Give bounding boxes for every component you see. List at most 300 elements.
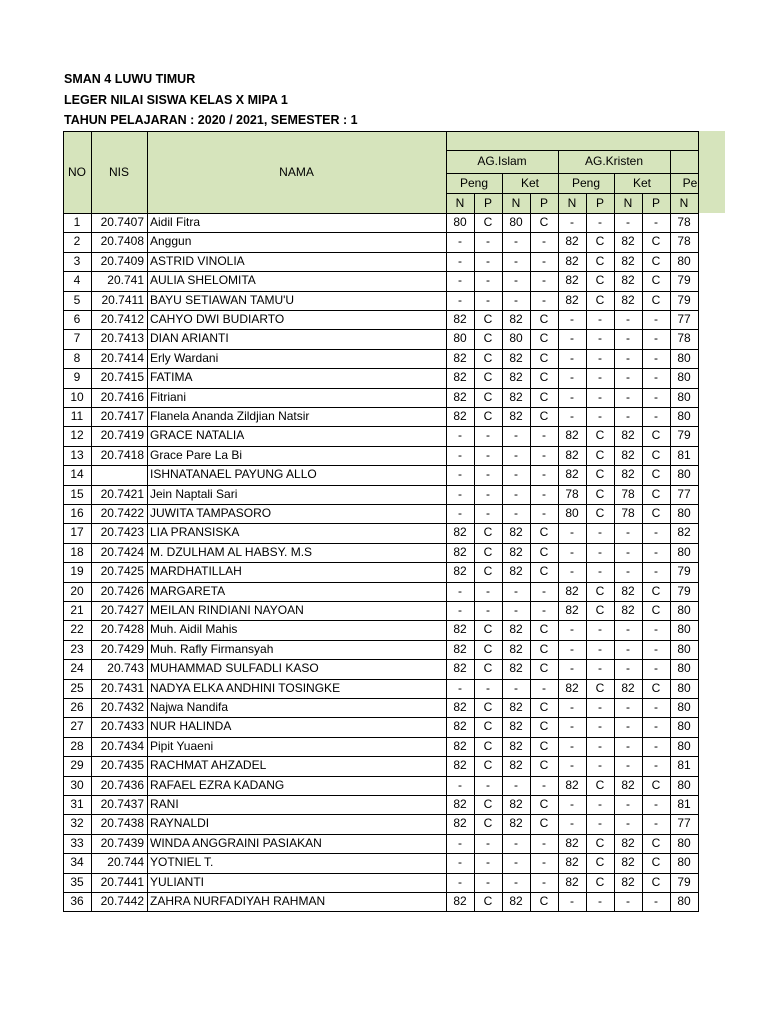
table-cell: C: [595, 680, 605, 695]
row-number: 25: [70, 680, 84, 695]
table-cell: 82: [565, 292, 579, 307]
table-cell: -: [542, 777, 546, 792]
row-number: 31: [70, 797, 84, 811]
table-cell: C: [651, 292, 661, 307]
student-name: RACHMAT AHZADEL: [150, 758, 267, 773]
table-cell: C: [651, 506, 661, 520]
table-cell: -: [514, 273, 518, 288]
table-cell: -: [626, 894, 630, 908]
grid-line: [63, 737, 699, 738]
table-cell: 82: [621, 467, 635, 482]
table-cell: 81: [677, 758, 691, 773]
table-cell: -: [458, 855, 462, 870]
table-cell: C: [483, 700, 493, 714]
table-cell: C: [483, 215, 493, 229]
row-number: 32: [70, 816, 84, 831]
table-cell: 79: [677, 428, 691, 443]
table-cell: 80: [677, 350, 691, 365]
header-peng: Peng: [571, 176, 601, 190]
row-number: 26: [70, 700, 84, 714]
table-cell: C: [483, 816, 493, 831]
table-cell: 80: [677, 855, 691, 870]
header-no: NO: [68, 165, 86, 179]
row-number: 15: [70, 486, 84, 501]
table-cell: -: [598, 389, 602, 404]
table-cell: C: [651, 603, 661, 617]
table-cell: -: [654, 816, 658, 831]
table-cell: 82: [565, 583, 579, 598]
table-cell: -: [542, 506, 546, 520]
row-number: 7: [73, 331, 81, 346]
table-cell: -: [570, 389, 574, 404]
student-name: ASTRID VINOLIA: [150, 253, 245, 268]
table-cell: 82: [509, 544, 523, 559]
table-cell: 82: [565, 777, 579, 792]
student-nis: 20.7414: [100, 350, 144, 365]
table-cell: 82: [565, 234, 579, 249]
student-name: AULIA SHELOMITA: [150, 273, 256, 288]
grid-line: [63, 717, 699, 718]
student-nis: 20.7409: [100, 253, 144, 268]
row-number: 29: [70, 758, 84, 773]
table-cell: 82: [565, 428, 579, 443]
table-cell: 80: [677, 506, 691, 520]
table-cell: 82: [453, 389, 467, 404]
table-cell: C: [539, 816, 549, 831]
grid-line: [147, 131, 148, 912]
student-nis: 20.7441: [100, 874, 144, 889]
table-cell: 82: [565, 273, 579, 288]
table-cell: -: [542, 855, 546, 870]
table-cell: C: [595, 273, 605, 288]
student-name: YULIANTI: [150, 874, 205, 889]
student-nis: 20.7427: [100, 603, 144, 617]
table-cell: 82: [621, 855, 635, 870]
student-nis: 20.7431: [100, 680, 144, 695]
table-cell: -: [458, 292, 462, 307]
student-nis: 20.7434: [100, 738, 144, 753]
student-nis: 20.7442: [100, 894, 144, 908]
student-name: Flanela Ananda Zildjian Natsir: [150, 409, 310, 423]
table-cell: C: [483, 564, 493, 579]
row-number: 17: [70, 525, 84, 540]
table-cell: -: [486, 506, 490, 520]
table-cell: -: [626, 544, 630, 559]
table-cell: 79: [677, 273, 691, 288]
table-cell: C: [651, 583, 661, 598]
table-cell: -: [514, 680, 518, 695]
table-cell: 82: [509, 370, 523, 385]
table-cell: 82: [453, 312, 467, 326]
table-cell: -: [486, 467, 490, 482]
table-cell: 80: [509, 331, 523, 346]
table-cell: 80: [677, 661, 691, 676]
table-cell: C: [651, 835, 661, 850]
row-number: 24: [70, 661, 84, 676]
grid-line: [502, 173, 503, 912]
grid-line: [670, 150, 671, 912]
table-cell: 82: [453, 525, 467, 540]
table-cell: C: [483, 331, 493, 346]
student-name: Aidil Fitra: [150, 215, 201, 229]
grid-line: [63, 698, 699, 699]
student-nis: 20.7436: [100, 777, 144, 792]
student-name: WINDA ANGGRAINI PASIAKAN: [150, 835, 322, 850]
table-cell: -: [598, 350, 602, 365]
table-cell: C: [595, 292, 605, 307]
grid-line: [63, 873, 699, 874]
table-cell: 82: [509, 758, 523, 773]
table-cell: 79: [677, 874, 691, 889]
table-cell: -: [486, 292, 490, 307]
row-number: 10: [70, 389, 84, 404]
table-cell: -: [514, 777, 518, 792]
grid-line: [63, 310, 699, 311]
table-cell: -: [570, 350, 574, 365]
student-nis: 20.7419: [100, 428, 144, 443]
row-number: 1: [73, 215, 81, 229]
student-name: RAFAEL EZRA KADANG: [150, 777, 285, 792]
table-cell: C: [595, 777, 605, 792]
table-cell: -: [598, 797, 602, 811]
table-cell: -: [570, 700, 574, 714]
table-cell: 79: [677, 583, 691, 598]
table-cell: -: [570, 758, 574, 773]
table-cell: -: [654, 389, 658, 404]
table-cell: -: [626, 525, 630, 540]
table-cell: 81: [677, 797, 691, 811]
table-cell: C: [539, 544, 549, 559]
student-nis: 20.7426: [100, 583, 144, 598]
table-cell: -: [626, 641, 630, 656]
table-cell: 82: [453, 797, 467, 811]
table-cell: 82: [565, 874, 579, 889]
grid-line: [63, 388, 699, 389]
table-cell: -: [458, 253, 462, 268]
table-cell: -: [570, 622, 574, 637]
table-cell: -: [514, 234, 518, 249]
table-cell: -: [654, 894, 658, 908]
table-cell: -: [542, 835, 546, 850]
table-cell: 78: [677, 234, 691, 249]
table-cell: -: [570, 641, 574, 656]
grid-line: [63, 659, 699, 660]
student-name: FATIMA: [150, 370, 193, 385]
student-name: JUWITA TAMPASORO: [150, 506, 272, 520]
table-cell: -: [626, 700, 630, 714]
row-number: 18: [70, 544, 84, 559]
table-cell: 78: [621, 506, 635, 520]
table-cell: C: [539, 797, 549, 811]
table-cell: C: [483, 622, 493, 637]
table-cell: C: [539, 409, 549, 423]
student-name: Erly Wardani: [150, 350, 219, 365]
student-name: DIAN ARIANTI: [150, 331, 229, 346]
row-number: 6: [73, 312, 81, 326]
table-cell: C: [539, 312, 549, 326]
table-cell: -: [514, 603, 518, 617]
table-cell: -: [626, 816, 630, 831]
row-number: 28: [70, 738, 84, 753]
table-cell: -: [598, 331, 602, 346]
table-cell: -: [598, 641, 602, 656]
table-cell: 82: [565, 253, 579, 268]
student-name: MARDHATILLAH: [150, 564, 242, 579]
table-cell: 82: [453, 409, 467, 423]
table-cell: C: [483, 525, 493, 540]
table-cell: -: [598, 544, 602, 559]
student-nis: 20.7411: [101, 292, 144, 307]
table-cell: -: [626, 312, 630, 326]
table-cell: -: [570, 331, 574, 346]
table-cell: C: [483, 409, 493, 423]
table-cell: -: [598, 409, 602, 423]
student-name: Fitriani: [150, 389, 187, 404]
table-cell: C: [483, 894, 493, 908]
table-cell: C: [539, 661, 549, 676]
grid-line: [63, 407, 699, 408]
table-cell: -: [654, 215, 658, 229]
student-nis: 20.7415: [100, 370, 144, 385]
table-cell: -: [598, 661, 602, 676]
table-cell: 82: [453, 370, 467, 385]
row-number: 3: [73, 253, 81, 268]
grid-line: [63, 814, 699, 815]
table-cell: -: [654, 525, 658, 540]
table-cell: -: [542, 273, 546, 288]
table-cell: C: [651, 447, 661, 462]
grid-line: [63, 252, 699, 253]
table-cell: 82: [509, 797, 523, 811]
header-ket: Ket: [632, 176, 651, 190]
table-cell: 82: [565, 680, 579, 695]
table-cell: -: [458, 428, 462, 443]
table-cell: C: [483, 350, 493, 365]
table-cell: C: [539, 389, 549, 404]
student-nis: 20.7435: [100, 758, 144, 773]
table-cell: 82: [509, 350, 523, 365]
student-nis: 20.7421: [100, 486, 144, 501]
row-number: 14: [70, 467, 84, 482]
table-cell: -: [598, 525, 602, 540]
grid-line: [63, 131, 64, 912]
table-cell: 80: [509, 215, 523, 229]
table-cell: 82: [453, 816, 467, 831]
table-cell: C: [595, 447, 605, 462]
table-cell: 82: [621, 292, 635, 307]
grid-line: [63, 131, 699, 132]
row-number: 27: [70, 719, 84, 734]
table-cell: 80: [677, 641, 691, 656]
header-n: N: [455, 196, 465, 210]
table-cell: 80: [677, 253, 691, 268]
grid-line: [63, 504, 699, 505]
table-cell: 82: [453, 661, 467, 676]
table-cell: C: [651, 467, 661, 482]
row-number: 8: [73, 350, 81, 365]
table-cell: C: [539, 350, 549, 365]
header-ket: Ket: [520, 176, 539, 190]
table-cell: -: [654, 370, 658, 385]
table-cell: -: [542, 583, 546, 598]
table-cell: C: [483, 312, 493, 326]
grid-line: [63, 679, 699, 680]
table-cell: -: [486, 680, 490, 695]
table-cell: 82: [565, 447, 579, 462]
table-cell: -: [486, 253, 490, 268]
table-cell: 82: [621, 603, 635, 617]
table-cell: 82: [509, 525, 523, 540]
table-cell: C: [595, 603, 605, 617]
table-cell: 80: [453, 215, 467, 229]
table-cell: 82: [509, 622, 523, 637]
table-cell: 78: [677, 215, 691, 229]
table-cell: -: [458, 506, 462, 520]
table-cell: C: [539, 564, 549, 579]
table-cell: C: [595, 583, 605, 598]
table-cell: C: [483, 738, 493, 753]
table-cell: 82: [509, 719, 523, 734]
table-cell: 82: [565, 467, 579, 482]
student-name: RANI: [150, 797, 179, 811]
table-cell: -: [486, 273, 490, 288]
table-cell: -: [458, 234, 462, 249]
row-number: 16: [70, 506, 84, 520]
grid-line: [642, 193, 643, 912]
table-cell: -: [458, 874, 462, 889]
grid-line: [558, 150, 559, 912]
student-nis: [91, 465, 147, 484]
header-p: P: [651, 196, 660, 210]
table-cell: 82: [621, 835, 635, 850]
student-nis: 20.7424: [100, 544, 144, 559]
header-subject-kristen: AG.Kristen: [584, 154, 644, 168]
student-name: GRACE NATALIA: [150, 428, 245, 443]
student-nis: 20.7416: [100, 389, 144, 404]
grid-line: [63, 834, 699, 835]
table-cell: 82: [509, 894, 523, 908]
table-cell: C: [595, 835, 605, 850]
table-cell: -: [514, 506, 518, 520]
grid-line: [446, 173, 699, 174]
table-cell: 80: [677, 777, 691, 792]
table-cell: C: [483, 661, 493, 676]
table-cell: -: [626, 350, 630, 365]
table-cell: -: [458, 777, 462, 792]
table-cell: 82: [453, 544, 467, 559]
table-cell: C: [539, 894, 549, 908]
table-cell: 82: [453, 738, 467, 753]
table-cell: C: [539, 525, 549, 540]
table-cell: 82: [509, 661, 523, 676]
table-cell: 80: [677, 370, 691, 385]
student-name: Pipit Yuaeni: [150, 738, 214, 753]
grid-line: [63, 426, 699, 427]
table-cell: 82: [453, 719, 467, 734]
table-cell: 80: [677, 603, 691, 617]
table-cell: C: [651, 680, 661, 695]
table-cell: 82: [621, 253, 635, 268]
table-cell: -: [570, 719, 574, 734]
table-cell: -: [570, 544, 574, 559]
table-cell: C: [595, 486, 605, 501]
table-cell: 82: [509, 312, 523, 326]
student-name: YOTNIEL T.: [150, 855, 214, 870]
student-name: MUHAMMAD SULFADLI KASO: [150, 661, 319, 676]
table-cell: 82: [565, 835, 579, 850]
header-nama: NAMA: [279, 165, 314, 179]
table-cell: -: [626, 389, 630, 404]
row-number: 19: [70, 564, 84, 579]
table-cell: -: [598, 700, 602, 714]
table-cell: -: [570, 409, 574, 423]
student-nis: 20.7408: [100, 234, 144, 249]
table-cell: -: [598, 719, 602, 734]
table-cell: C: [651, 273, 661, 288]
grid-line: [446, 131, 447, 912]
table-cell: -: [626, 215, 630, 229]
grid-line: [586, 193, 587, 912]
grid-line: [530, 193, 531, 912]
table-cell: -: [598, 370, 602, 385]
grid-line: [63, 368, 699, 369]
table-cell: C: [595, 855, 605, 870]
student-name: Muh. Rafly Firmansyah: [150, 641, 274, 656]
table-cell: -: [570, 894, 574, 908]
grid-line: [63, 601, 699, 602]
student-nis: 20.7429: [100, 641, 144, 656]
table-cell: -: [626, 331, 630, 346]
table-cell: 82: [621, 680, 635, 695]
student-name: Jein Naptali Sari: [150, 486, 238, 501]
grid-line: [63, 329, 699, 330]
grid-line: [63, 795, 699, 796]
row-number: 22: [70, 622, 84, 637]
table-cell: 79: [677, 292, 691, 307]
table-cell: -: [458, 486, 462, 501]
table-cell: C: [651, 874, 661, 889]
table-cell: -: [542, 253, 546, 268]
table-cell: 82: [565, 855, 579, 870]
table-cell: 77: [677, 486, 691, 501]
table-cell: -: [626, 738, 630, 753]
table-cell: -: [486, 428, 490, 443]
header-p: P: [483, 196, 492, 210]
student-name: RAYNALDI: [150, 816, 210, 831]
table-cell: -: [514, 447, 518, 462]
table-cell: C: [651, 234, 661, 249]
table-cell: -: [570, 797, 574, 811]
table-cell: -: [542, 234, 546, 249]
table-cell: C: [651, 486, 661, 501]
table-cell: 82: [621, 273, 635, 288]
table-cell: -: [542, 447, 546, 462]
table-cell: -: [654, 564, 658, 579]
grid-line: [446, 150, 699, 151]
row-number: 5: [73, 292, 81, 307]
table-cell: 80: [677, 835, 691, 850]
row-number: 23: [70, 641, 84, 656]
grid-line: [63, 291, 699, 292]
table-cell: -: [514, 428, 518, 443]
table-cell: -: [598, 758, 602, 773]
grid-line: [63, 523, 699, 524]
student-name: MEILAN RINDIANI NAYOAN: [150, 603, 304, 617]
row-number: 12: [70, 428, 84, 443]
table-cell: 80: [453, 331, 467, 346]
student-nis: 20.7425: [100, 564, 144, 579]
table-cell: 82: [677, 525, 691, 540]
